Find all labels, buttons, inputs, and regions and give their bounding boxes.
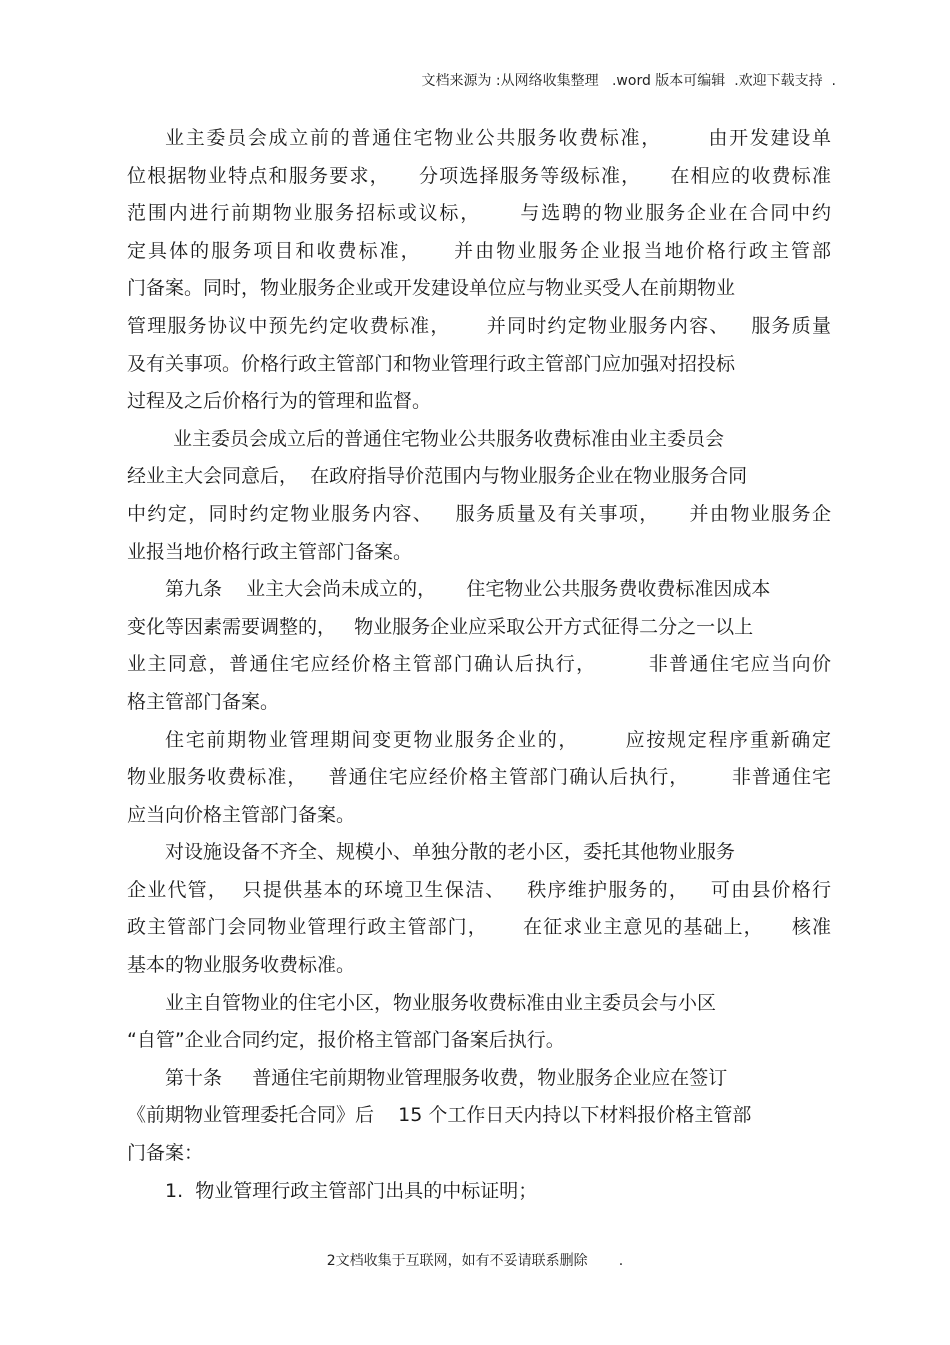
text-line: 基本的物业服务收费标准。 xyxy=(127,954,356,977)
text-line: 住宅前期物业管理期间变更物业服务企业的， 应按规定程序重新确定 xyxy=(165,728,831,751)
text-line: 业主同意，普通住宅应经价格主管部门确认后执行， 非普通住宅应当向价 xyxy=(127,653,831,676)
text-line: 业主委员会成立前的普通住宅物业公共服务收费标准， 由开发建设单 xyxy=(165,127,831,149)
text-line: 第十条 普通住宅前期物业管理服务收费，物业服务企业应在签订 xyxy=(165,1066,728,1089)
paragraph-2 xyxy=(127,421,831,571)
text-line: 第九条 业主大会尚未成立的， 住宅物业公共服务费收费标准因成本 xyxy=(165,578,771,601)
text-line: 企业代管， 只提供基本的环境卫生保洁、 秩序维护服务的， 可由县价格行 xyxy=(127,878,831,901)
paragraph-article-9 xyxy=(127,571,831,721)
page-footer: 2文档收集于互联网，如有不妥请联系删除 . xyxy=(326,1253,624,1269)
list-item xyxy=(127,1173,831,1211)
text-line: 及有关事项。价格行政主管部门和物业管理行政主管部门应加强对招投标 xyxy=(127,352,736,375)
text-line: 《前期物业管理委托合同》后 15 个工作日天内持以下材料报价格主管部 xyxy=(127,1104,752,1127)
document-body xyxy=(127,120,831,1210)
text-line: 中约定，同时约定物业服务内容、 服务质量及有关事项， 并由物业服务企 xyxy=(127,502,831,525)
paragraph-4 xyxy=(127,722,831,835)
text-line: 位根据物业特点和服务要求， 分项选择服务等级标准， 在相应的收费标准 xyxy=(127,164,831,187)
text-line: 过程及之后价格行为的管理和监督。 xyxy=(127,390,432,413)
text-line: 业主委员会成立后的普通住宅物业公共服务收费标准由业主委员会 xyxy=(173,427,725,450)
text-line: 定具体的服务项目和收费标准， 并由物业服务企业报当地价格行政主管部 xyxy=(127,239,831,262)
text-line: 范围内进行前期物业服务招标或议标， 与选聘的物业服务企业在合同中约 xyxy=(127,202,831,225)
text-line: 业报当地价格行政主管部门备案。 xyxy=(127,540,413,563)
text-line: 经业主大会同意后， 在政府指导价范围内与物业服务企业在物业服务合同 xyxy=(127,465,748,488)
paragraph-article-10 xyxy=(127,1060,831,1173)
text-line: 门备案： xyxy=(127,1142,204,1165)
text-line: 对设施设备不齐全、规模小、单独分散的老小区，委托其他物业服务 xyxy=(165,841,736,864)
text-line: 格主管部门备案。 xyxy=(127,690,280,713)
text-line: “自管”企业合同约定，报价格主管部门备案后执行。 xyxy=(127,1029,565,1052)
text-line: 物业服务收费标准， 普通住宅应经价格主管部门确认后执行， 非普通住宅 xyxy=(127,766,831,789)
text-line: 门备案。同时，物业服务企业或开发建设单位应与物业买受人在前期物业 xyxy=(127,277,736,300)
text-line: 应当向价格主管部门备案。 xyxy=(127,803,356,826)
paragraph-6 xyxy=(127,985,831,1060)
text-line: 1. 物业管理行政主管部门出具的中标证明； xyxy=(165,1179,538,1202)
text-line: 政主管部门会同物业管理行政主管部门， 在征求业主意见的基础上， 核准 xyxy=(127,916,831,939)
text-line: 变化等因素需要调整的， 物业服务企业应采取公开方式征得二分之一以上 xyxy=(127,615,754,638)
page-header: 文档来源为 :从网络收集整理 .word 版本可编辑 .欢迎下载支持 . xyxy=(421,73,836,89)
paragraph-5 xyxy=(127,834,831,984)
paragraph-1 xyxy=(127,120,831,421)
text-line: 管理服务协议中预先约定收费标准， 并同时约定物业服务内容、 服务质量 xyxy=(127,314,831,337)
text-line: 业主自管物业的住宅小区，物业服务收费标准由业主委员会与小区 xyxy=(165,991,717,1014)
